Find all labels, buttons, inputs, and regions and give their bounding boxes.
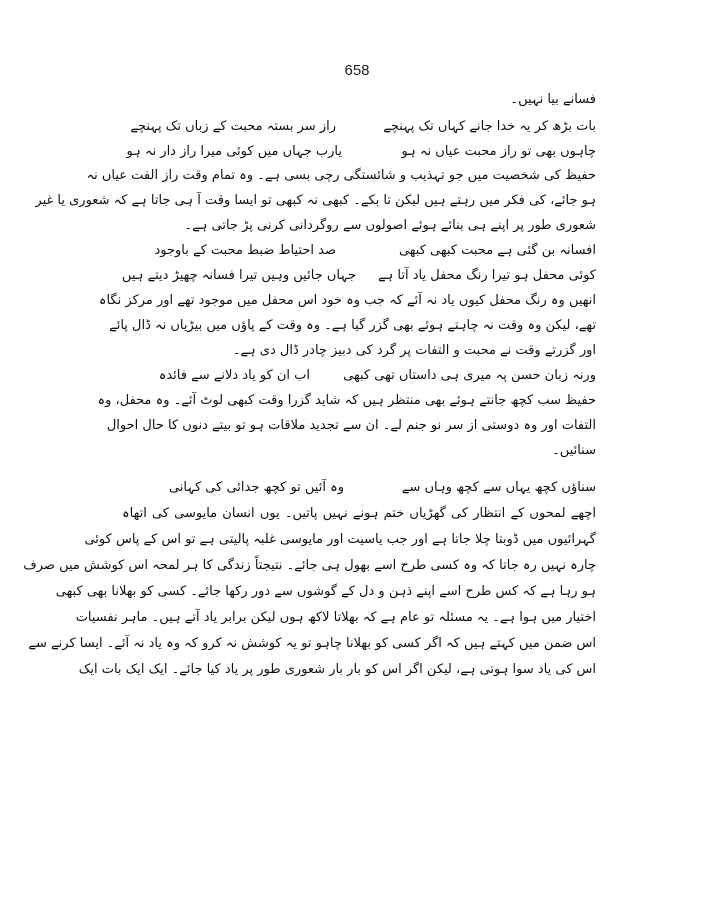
- text-line: حفیظ کی شخصیت میں جو تہذیب و شائستگی رچی بسی ہے۔ وہ تمام وقت راز الفت عیاں نہ: [86, 168, 596, 183]
- text-line: ہو جائے، کی فکر میں رہتے ہیں لیکن تا بکے۔ کبھی نہ کبھی تو ایسا وقت آ ہی جاتا ہے کہ شعوری یا غیر: [35, 193, 596, 208]
- text-line: اچھے لمحوں کے انتظار کی گھڑیاں ختم ہونے نہیں پاتیں۔ یوں انسان مایوسی کی اتھاہ: [122, 506, 596, 521]
- text-line: چارہ نہیں رہ جاتا کہ وہ کسی طرح اسے بھول ہی جائے۔ نتیجتاً زندگی کا ہر لمحہ اس کوشش میں صرف: [23, 558, 596, 573]
- text-line: حفیظ سب کچھ جانتے ہوئے بھی منتظر ہیں کہ شاید گزرا وقت کبھی لوٹ آئے۔ وہ محفل، وہ: [97, 393, 596, 408]
- couplet-hemistich: افسانہ بن گئی ہے محبت کبھی کبھی: [398, 243, 596, 258]
- couplet-hemistich: کوئی محفل ہو تیرا رنگ محفل یاد آتا ہے: [378, 268, 596, 283]
- couplet-hemistich: یارب جہاں میں کوئی میرا راز دار نہ ہو: [126, 144, 342, 159]
- text-line: التفات اور وہ دوستی از سر نو جنم لے۔ ان سے تجدید ملاقات ہو تو بیتے دنوں کا حال احوال: [106, 418, 596, 433]
- couplet-hemistich: اب ان کو یاد دلانے سے فائدہ: [158, 368, 310, 383]
- couplet-hemistich: جہاں جائیں وہیں تیرا فسانہ چھیڑ دیتے ہیں: [121, 268, 356, 283]
- text-line: اختیار میں ہوا ہے۔ یہ مسئلہ تو عام ہے کہ بھلاتا لاکھ ہوں لیکن برابر یاد آتے ہیں۔ ماہر نفسیات: [75, 610, 596, 625]
- text-line: گہرائیوں میں ڈوبتا چلا جاتا ہے اور جب یاسیت اور مایوسی غلبہ پالیتی ہے تو اس کے پاس کوئی: [84, 532, 596, 547]
- couplet-hemistich: راز سر بستہ محبت کے زباں تک پہنچے: [130, 119, 336, 134]
- text-line: اس ضمن میں کہتے ہیں کہ اگر کسی کو بھلانا چاہو تو یہ کوشش نہ کرو کہ وہ یاد نہ آئے۔ ایسا کرنے سے: [28, 636, 596, 651]
- couplet-hemistich: چاہوں بھی تو راز محبت عیاں نہ ہو: [401, 144, 596, 159]
- text-line: انھیں وہ رنگ محفل کیوں یاد نہ آئے کہ جب وہ خود اس محفل میں موجود تھے اور مرکز نگاہ: [98, 293, 596, 308]
- text-line: اور گزرتے وقت نے محبت و التفات پر گرد کی دبیز چادر ڈال دی ہے۔: [232, 343, 596, 358]
- text-line: اس کی یاد سوا ہوتی ہے، لیکن اگر اس کو بار بار شعوری طور پر یاد کیا جائے۔ ایک ایک بات ایک: [78, 662, 596, 677]
- couplet-hemistich: سناؤں کچھ یہاں سے کچھ وہاں سے: [401, 480, 596, 495]
- couplet-hemistich: وہ آئیں تو کچھ جدائی کی کہانی: [168, 480, 344, 495]
- text-line: ہو رہا ہے کہ کس طرح اسے اپنے ذہن و دل کے گوشوں سے دور رکھا جائے۔ کسی کو بھلانا بھی کبھی: [55, 584, 596, 599]
- text-line: فسانے بیا نہیں۔: [510, 92, 596, 107]
- couplet-hemistich: صد احتیاط ضبط محبت کے باوجود: [154, 243, 336, 258]
- couplet-hemistich: بات بڑھ کر یہ خدا جانے کہاں تک پہنچے: [383, 119, 596, 134]
- couplet-hemistich: ورنہ زبان حسن پہ میری ہی داستاں تھی کبھی: [343, 368, 596, 383]
- page-number: 658: [344, 62, 370, 79]
- text-line: شعوری طور پر اپنے ہی بنائے ہوئے اصولوں سے روگردانی کرنی پڑ جاتی ہے۔: [184, 218, 596, 233]
- text-line: تھے، لیکن وہ وقت نہ چاہتے ہوئے بھی گزر گیا ہے۔ وہ وقت کے پاؤں میں بیڑیاں نہ ڈال پائے: [109, 318, 596, 333]
- text-line: سنائیں۔: [552, 443, 596, 458]
